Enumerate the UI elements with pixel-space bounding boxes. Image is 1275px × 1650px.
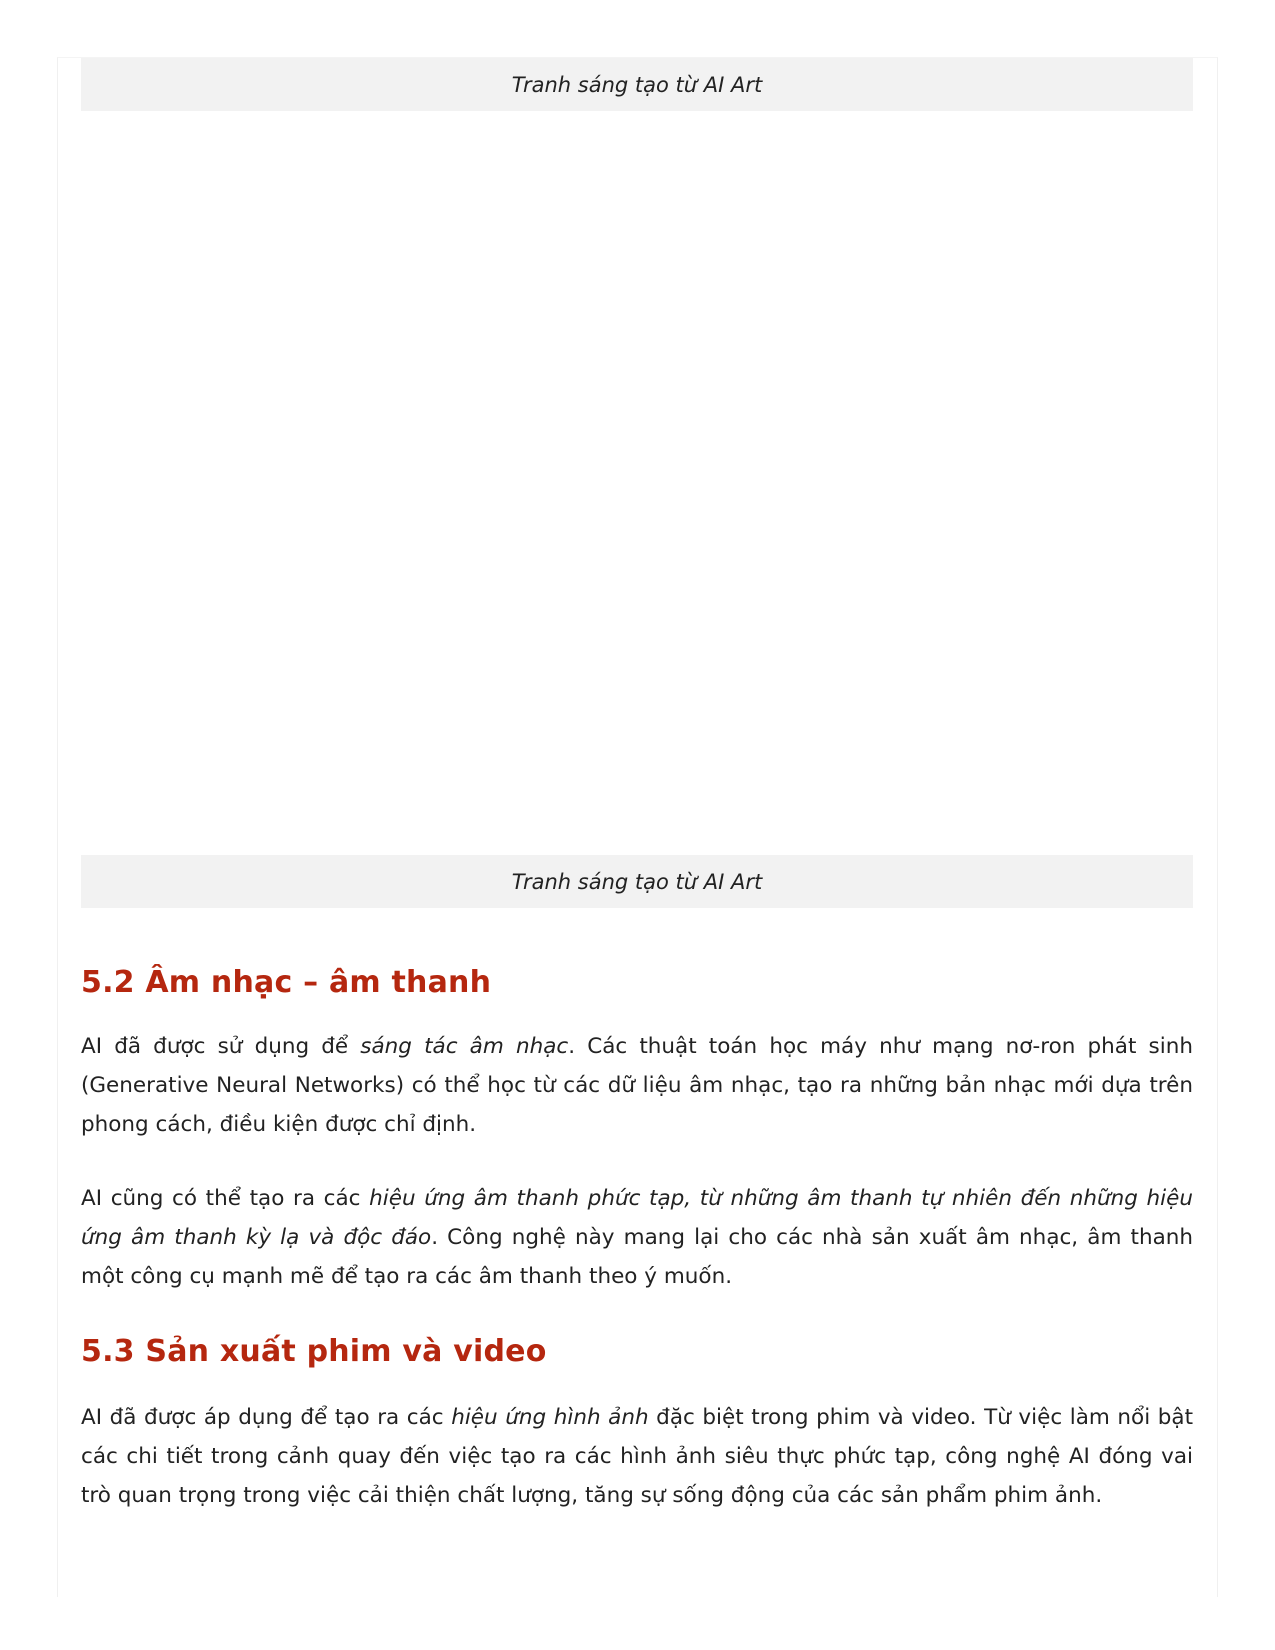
section-heading-music: 5.2 Âm nhạc – âm thanh (81, 965, 492, 1000)
text-span: đặc biệt trong phim và video. Từ việc làm nổi bật các chi tiết trong cảnh quay đến việc tạo ra các hình ảnh siêu thực phức tạp, công nghệ AI đóng vai trò quan trọng trong việc cải thiện chất lượng, tăng sự sống động của các sản phẩm phim ảnh. (81, 1405, 1194, 1508)
figure-caption-top (81, 58, 1193, 111)
text-span: AI cũng có thể tạo ra các (81, 1186, 370, 1211)
paragraph-music-composition (81, 1027, 1193, 1144)
text-span: . Công nghệ này mang lại cho các nhà sản xuất âm nhạc, âm thanh một công cụ mạnh mẽ để tạo ra các âm thanh theo ý muốn. (81, 1225, 1193, 1289)
text-span: AI đã được sử dụng để (81, 1034, 361, 1059)
caption-text: Tranh sáng tạo từ AI Art (511, 72, 763, 97)
emphasis-text: sáng tác âm nhạc (360, 1034, 569, 1059)
figure-caption-bottom (81, 855, 1193, 908)
section-heading-film-video: 5.3 Sản xuất phim và video (81, 1334, 547, 1369)
paragraph-sound-effects (81, 1179, 1193, 1296)
text-span: AI đã được áp dụng để tạo ra các (81, 1405, 452, 1430)
ai-art-image-placeholder (81, 111, 1193, 855)
emphasis-text: hiệu ứng hình ảnh (451, 1405, 649, 1430)
paragraph-visual-effects (81, 1398, 1193, 1515)
text-span: . Các thuật toán học máy như mạng nơ-ron phát sinh (Generative Neural Networks) có thể học từ các dữ liệu âm nhạc, tạo ra những bản nhạc mới dựa trên phong cách, điều kiện được chỉ định. (81, 1034, 1193, 1137)
emphasis-text: hiệu ứng âm thanh phức tạp, từ những âm thanh tự nhiên đến những hiệu ứng âm thanh kỳ lạ và độc đáo (81, 1186, 1193, 1250)
caption-text: Tranh sáng tạo từ AI Art (511, 869, 763, 894)
